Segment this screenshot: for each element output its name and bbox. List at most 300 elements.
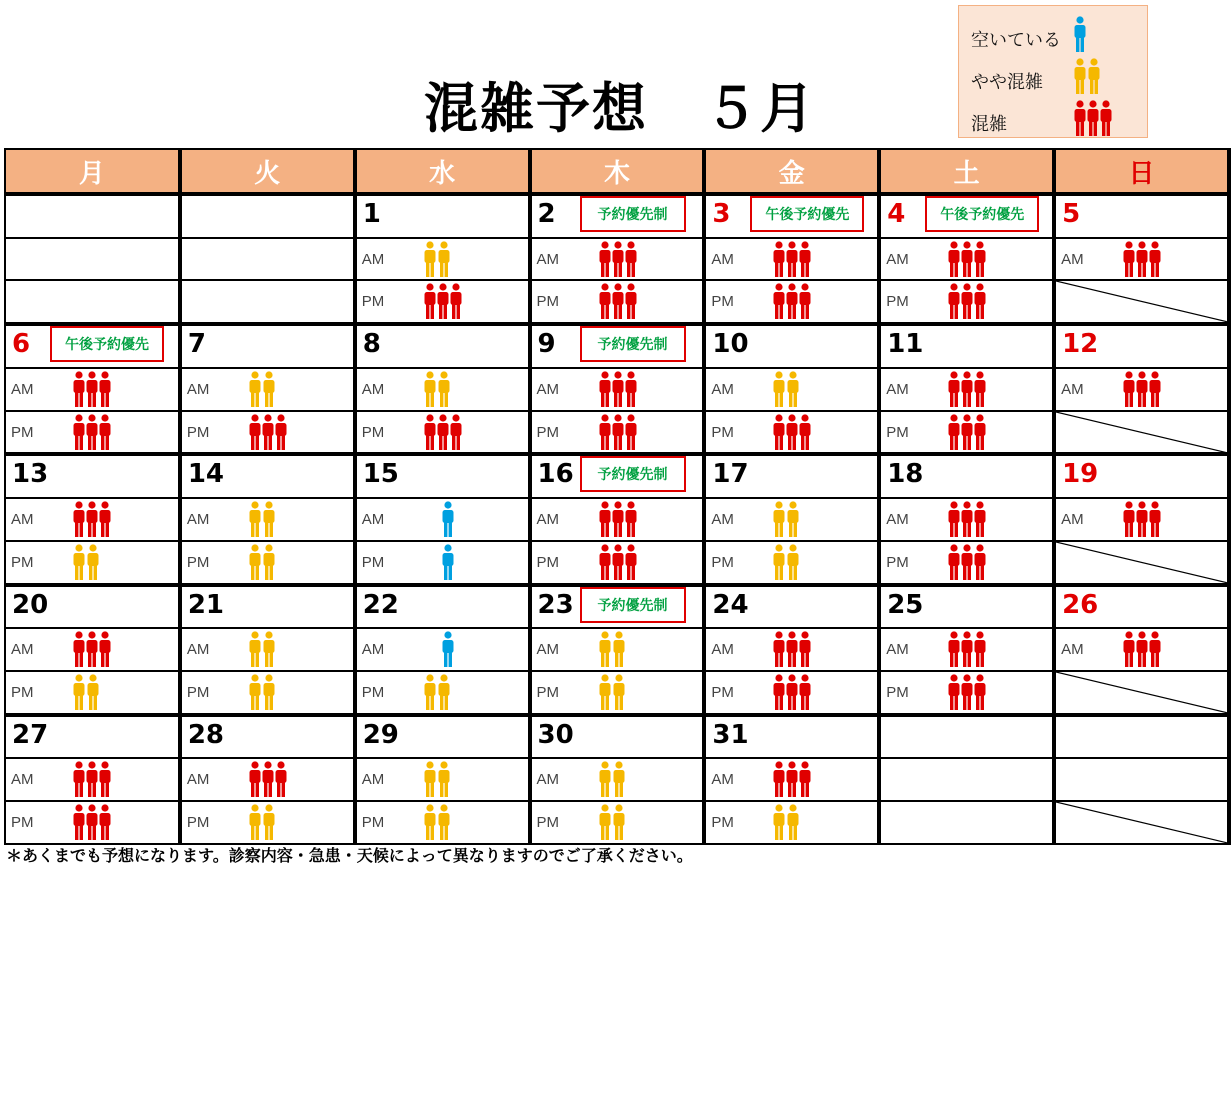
day-cell [355, 324, 530, 368]
am-label: AM [1061, 511, 1084, 529]
calendar-table [4, 148, 1231, 845]
day-cell [5, 454, 180, 498]
am-slot-cell [704, 238, 879, 281]
two-people-icon-mid [248, 631, 276, 667]
pm-slot-cell [180, 280, 355, 324]
three-people-icon-high [947, 414, 987, 450]
disclaimer-note: ＊あくまでも予想になります。診察内容・急患・天候によって異なりますのでご了承ください。 [6, 846, 693, 865]
legend-label-mid: やや混雑 [971, 72, 1043, 93]
person-icon-low [1073, 16, 1087, 52]
three-people-icon-high [947, 631, 987, 667]
am-label: AM [361, 250, 385, 268]
three-people-icon-high [772, 414, 812, 450]
three-people-icon-high [598, 544, 638, 580]
three-people-icon-high [72, 631, 112, 667]
day-number: 5 [1062, 199, 1081, 229]
am-slot-cell [355, 238, 530, 281]
pm-label: PM [886, 423, 909, 441]
day-number: 10 [712, 329, 749, 360]
am-label: AM [711, 380, 734, 398]
reservation-priority-badge: 予約優先制 [580, 456, 686, 492]
am-slot-cell [180, 368, 355, 411]
day-number: 2 [537, 199, 556, 229]
two-people-icon-mid [598, 761, 626, 797]
day-cell [180, 194, 355, 238]
day-cell [704, 715, 879, 759]
pm-label: PM [711, 423, 734, 441]
am-slot-cell [1054, 758, 1229, 801]
am-label: AM [1061, 380, 1084, 398]
am-slot-cell [704, 628, 879, 671]
three-people-icon-high [598, 241, 638, 277]
pm-slot-cell [530, 411, 705, 455]
day-number: 24 [712, 589, 749, 620]
closed-slash [1056, 802, 1227, 843]
day-cell [704, 324, 879, 368]
pm-label: PM [536, 423, 560, 441]
am-label: AM [361, 641, 385, 659]
am-slot-cell [704, 758, 879, 801]
three-people-icon-high [947, 241, 987, 277]
day-cell [704, 585, 879, 629]
week-pm-row [5, 801, 1229, 844]
day-number: 1 [362, 199, 381, 229]
pm-slot-cell [1054, 280, 1229, 324]
day-cell [5, 324, 180, 368]
am-label: AM [186, 641, 210, 659]
three-people-icon-high [947, 674, 987, 710]
pm-slot-cell [879, 411, 1054, 455]
am-label: AM [11, 641, 34, 659]
pm-slot-cell [704, 541, 879, 585]
weekday-header-mon: 月 [5, 149, 180, 194]
pm-slot-cell [879, 541, 1054, 585]
page-title: 混雑予想 ５月 [424, 77, 816, 140]
legend-label-high: 混雑 [971, 114, 1007, 135]
weekday-header-sat: 土 [879, 149, 1054, 194]
three-people-icon-high [772, 674, 812, 710]
three-people-icon-high [598, 414, 638, 450]
day-number: 25 [887, 589, 924, 620]
day-cell [355, 194, 530, 238]
legend-item-low [971, 20, 1061, 58]
day-number: 12 [1062, 329, 1099, 360]
pm-label: PM [536, 814, 560, 832]
am-slot-cell [879, 498, 1054, 541]
two-people-icon-mid [772, 371, 800, 407]
day-cell [180, 324, 355, 368]
week-date-row [5, 194, 1229, 238]
three-people-icon-high [1122, 371, 1162, 407]
am-slot-cell [355, 628, 530, 671]
legend-label-low: 空いている [971, 30, 1061, 51]
weekday-header-thu: 木 [530, 149, 705, 194]
three-people-icon-high [598, 501, 638, 537]
day-cell [530, 454, 705, 498]
pm-slot-cell [1054, 411, 1229, 455]
day-number: 19 [1062, 459, 1099, 490]
reservation-priority-badge: 予約優先制 [580, 196, 686, 232]
week-pm-row [5, 671, 1229, 715]
pm-slot-cell [1054, 671, 1229, 715]
pm-slot-cell [180, 411, 355, 455]
closed-slash [1056, 672, 1227, 713]
day-number: 20 [12, 589, 49, 620]
pm-label: PM [361, 553, 385, 571]
pm-slot-cell [704, 801, 879, 844]
pm-slot-cell [530, 280, 705, 324]
pm-label: PM [886, 684, 909, 702]
pm-slot-cell [704, 280, 879, 324]
two-people-icon-mid [423, 241, 451, 277]
am-slot-cell [879, 628, 1054, 671]
am-slot-cell [355, 758, 530, 801]
am-label: AM [186, 511, 210, 529]
person-icon-low [441, 544, 455, 580]
day-number: 22 [362, 589, 399, 620]
reservation-priority-badge: 午後予約優先 [50, 326, 164, 362]
three-people-icon-high [772, 761, 812, 797]
am-slot-cell [180, 238, 355, 281]
pm-label: PM [711, 684, 734, 702]
day-number: 7 [187, 329, 206, 360]
am-label: AM [886, 380, 909, 398]
am-slot-cell [879, 368, 1054, 411]
two-people-icon-mid [772, 804, 800, 840]
am-label: AM [536, 511, 560, 529]
am-slot-cell [530, 628, 705, 671]
am-slot-cell [5, 368, 180, 411]
two-people-icon-mid [248, 674, 276, 710]
day-number: 28 [187, 719, 225, 750]
week-pm-row [5, 541, 1229, 585]
pm-slot-cell [180, 671, 355, 715]
week-date-row [5, 715, 1229, 759]
two-people-icon-mid [248, 501, 276, 537]
day-number: 14 [187, 459, 225, 490]
three-people-icon-high [72, 501, 112, 537]
legend [958, 5, 1148, 138]
pm-label: PM [536, 684, 560, 702]
pm-label: PM [11, 423, 34, 441]
am-label: AM [11, 511, 34, 529]
pm-slot-cell [704, 671, 879, 715]
three-people-icon-high [72, 761, 112, 797]
day-cell [530, 194, 705, 238]
day-number: 29 [362, 719, 399, 750]
am-label: AM [536, 250, 560, 268]
two-people-icon-mid [423, 761, 451, 797]
day-number: 27 [12, 719, 49, 750]
pm-slot-cell [1054, 801, 1229, 844]
two-people-icon-mid [1073, 58, 1101, 94]
pm-slot-cell [355, 801, 530, 844]
am-label: AM [361, 380, 385, 398]
day-number: 17 [712, 459, 749, 490]
am-slot-cell [355, 498, 530, 541]
day-number: 23 [537, 589, 574, 620]
legend-item-mid [971, 62, 1043, 100]
day-cell [530, 324, 705, 368]
day-cell [1054, 585, 1229, 629]
am-slot-cell [704, 368, 879, 411]
am-label: AM [11, 771, 34, 789]
closed-slash [1056, 542, 1227, 583]
three-people-icon-high [1122, 241, 1162, 277]
pm-slot-cell [5, 280, 180, 324]
three-people-icon-high [947, 371, 987, 407]
weekday-header-fri: 金 [704, 149, 879, 194]
am-slot-cell [879, 758, 1054, 801]
am-slot-cell [530, 758, 705, 801]
pm-label: PM [186, 684, 210, 702]
day-cell [879, 454, 1054, 498]
pm-slot-cell [879, 671, 1054, 715]
pm-slot-cell [530, 541, 705, 585]
week-am-row [5, 498, 1229, 541]
pm-slot-cell [704, 411, 879, 455]
reservation-priority-badge: 予約優先制 [580, 587, 686, 623]
pm-label: PM [711, 814, 734, 832]
day-cell [180, 585, 355, 629]
closed-slash [1056, 412, 1227, 453]
day-cell [879, 715, 1054, 759]
two-people-icon-mid [423, 674, 451, 710]
three-people-icon-high [72, 414, 112, 450]
calendar-body [5, 194, 1229, 844]
am-slot-cell [1054, 498, 1229, 541]
day-number: 21 [187, 589, 225, 620]
three-people-icon-high [1073, 100, 1113, 136]
pm-label: PM [11, 684, 34, 702]
am-label: AM [536, 771, 560, 789]
am-label: AM [186, 380, 210, 398]
am-slot-cell [5, 238, 180, 281]
day-cell [704, 454, 879, 498]
day-cell [1054, 454, 1229, 498]
am-label: AM [361, 771, 385, 789]
week-date-row [5, 324, 1229, 368]
day-cell [180, 715, 355, 759]
day-cell [5, 585, 180, 629]
day-cell [355, 454, 530, 498]
two-people-icon-mid [248, 804, 276, 840]
am-label: AM [886, 641, 909, 659]
am-label: AM [1061, 250, 1084, 268]
reservation-priority-badge: 予約優先制 [580, 326, 686, 362]
weekday-header-tue: 火 [180, 149, 355, 194]
pm-slot-cell [5, 671, 180, 715]
three-people-icon-high [947, 544, 987, 580]
day-cell [704, 194, 879, 238]
week-pm-row [5, 411, 1229, 455]
week-date-row [5, 454, 1229, 498]
am-label: AM [536, 641, 560, 659]
am-label: AM [711, 250, 734, 268]
week-am-row [5, 238, 1229, 281]
three-people-icon-high [248, 414, 288, 450]
day-number: 9 [537, 329, 556, 360]
three-people-icon-high [947, 501, 987, 537]
am-slot-cell [530, 498, 705, 541]
weekday-header-row [5, 149, 1229, 194]
day-cell [5, 194, 180, 238]
am-label: AM [711, 771, 734, 789]
three-people-icon-high [423, 283, 463, 319]
day-number: 4 [887, 199, 906, 229]
am-label: AM [711, 641, 734, 659]
day-cell [355, 715, 530, 759]
three-people-icon-high [772, 631, 812, 667]
three-people-icon-high [772, 283, 812, 319]
am-slot-cell [1054, 238, 1229, 281]
two-people-icon-mid [772, 544, 800, 580]
am-slot-cell [180, 758, 355, 801]
pm-label: PM [361, 293, 385, 311]
day-number: 11 [887, 329, 924, 360]
day-number: 6 [12, 329, 31, 360]
three-people-icon-high [248, 761, 288, 797]
pm-slot-cell [355, 280, 530, 324]
am-slot-cell [180, 498, 355, 541]
am-slot-cell [355, 368, 530, 411]
day-cell [530, 585, 705, 629]
am-label: AM [536, 380, 560, 398]
am-label: AM [1061, 641, 1084, 659]
am-slot-cell [530, 368, 705, 411]
pm-label: PM [11, 553, 34, 571]
am-slot-cell [879, 238, 1054, 281]
am-slot-cell [5, 628, 180, 671]
week-am-row [5, 368, 1229, 411]
am-label: AM [886, 511, 909, 529]
pm-slot-cell [355, 411, 530, 455]
pm-label: PM [186, 423, 210, 441]
person-icon-low [441, 631, 455, 667]
pm-slot-cell [1054, 541, 1229, 585]
two-people-icon-mid [423, 371, 451, 407]
am-label: AM [186, 771, 210, 789]
pm-slot-cell [180, 801, 355, 844]
week-date-row [5, 585, 1229, 629]
day-cell [879, 324, 1054, 368]
pm-label: PM [711, 293, 734, 311]
three-people-icon-high [772, 241, 812, 277]
day-number: 8 [362, 329, 381, 360]
pm-label: PM [536, 293, 560, 311]
pm-label: PM [186, 553, 210, 571]
legend-item-high [971, 104, 1007, 142]
reservation-priority-badge: 午後予約優先 [925, 196, 1039, 232]
three-people-icon-high [1122, 631, 1162, 667]
pm-slot-cell [530, 801, 705, 844]
week-pm-row [5, 280, 1229, 324]
day-cell [180, 454, 355, 498]
am-slot-cell [5, 498, 180, 541]
day-number: 26 [1062, 589, 1099, 620]
two-people-icon-mid [598, 674, 626, 710]
am-slot-cell [180, 628, 355, 671]
pm-slot-cell [879, 280, 1054, 324]
pm-label: PM [711, 553, 734, 571]
day-number: 13 [12, 459, 49, 490]
reservation-priority-badge: 午後予約優先 [750, 196, 864, 232]
pm-label: PM [361, 814, 385, 832]
pm-slot-cell [5, 541, 180, 585]
three-people-icon-high [72, 804, 112, 840]
am-slot-cell [1054, 628, 1229, 671]
three-people-icon-high [1122, 501, 1162, 537]
pm-label: PM [361, 684, 385, 702]
am-label: AM [361, 511, 385, 529]
day-number: 31 [712, 719, 749, 750]
pm-slot-cell [5, 801, 180, 844]
pm-label: PM [361, 423, 385, 441]
weekday-header-sun: 日 [1054, 149, 1229, 194]
two-people-icon-mid [772, 501, 800, 537]
three-people-icon-high [947, 283, 987, 319]
two-people-icon-mid [248, 544, 276, 580]
am-label: AM [711, 511, 734, 529]
weekday-header-wed: 水 [355, 149, 530, 194]
two-people-icon-mid [72, 674, 100, 710]
pm-label: PM [11, 814, 34, 832]
week-am-row [5, 758, 1229, 801]
am-slot-cell [530, 238, 705, 281]
day-number: 15 [362, 459, 399, 490]
day-cell [355, 585, 530, 629]
day-number: 3 [712, 199, 731, 229]
three-people-icon-high [598, 371, 638, 407]
am-label: AM [11, 380, 34, 398]
two-people-icon-mid [248, 371, 276, 407]
pm-slot-cell [530, 671, 705, 715]
am-slot-cell [5, 758, 180, 801]
day-cell [879, 585, 1054, 629]
am-label: AM [886, 250, 909, 268]
pm-label: PM [536, 553, 560, 571]
pm-slot-cell [879, 801, 1054, 844]
closed-slash [1056, 281, 1227, 322]
two-people-icon-mid [598, 631, 626, 667]
pm-slot-cell [355, 671, 530, 715]
person-icon-low [441, 501, 455, 537]
day-cell [1054, 194, 1229, 238]
pm-label: PM [886, 293, 909, 311]
am-slot-cell [1054, 368, 1229, 411]
pm-label: PM [186, 814, 210, 832]
pm-slot-cell [5, 411, 180, 455]
day-cell [5, 715, 180, 759]
two-people-icon-mid [423, 804, 451, 840]
day-number: 18 [887, 459, 924, 490]
three-people-icon-high [423, 414, 463, 450]
pm-slot-cell [355, 541, 530, 585]
day-number: 16 [537, 459, 574, 490]
week-am-row [5, 628, 1229, 671]
three-people-icon-high [72, 371, 112, 407]
day-cell [1054, 324, 1229, 368]
two-people-icon-mid [598, 804, 626, 840]
pm-slot-cell [180, 541, 355, 585]
three-people-icon-high [598, 283, 638, 319]
day-cell [530, 715, 705, 759]
day-cell [879, 194, 1054, 238]
am-slot-cell [704, 498, 879, 541]
two-people-icon-mid [72, 544, 100, 580]
pm-label: PM [886, 553, 909, 571]
day-cell [1054, 715, 1229, 759]
